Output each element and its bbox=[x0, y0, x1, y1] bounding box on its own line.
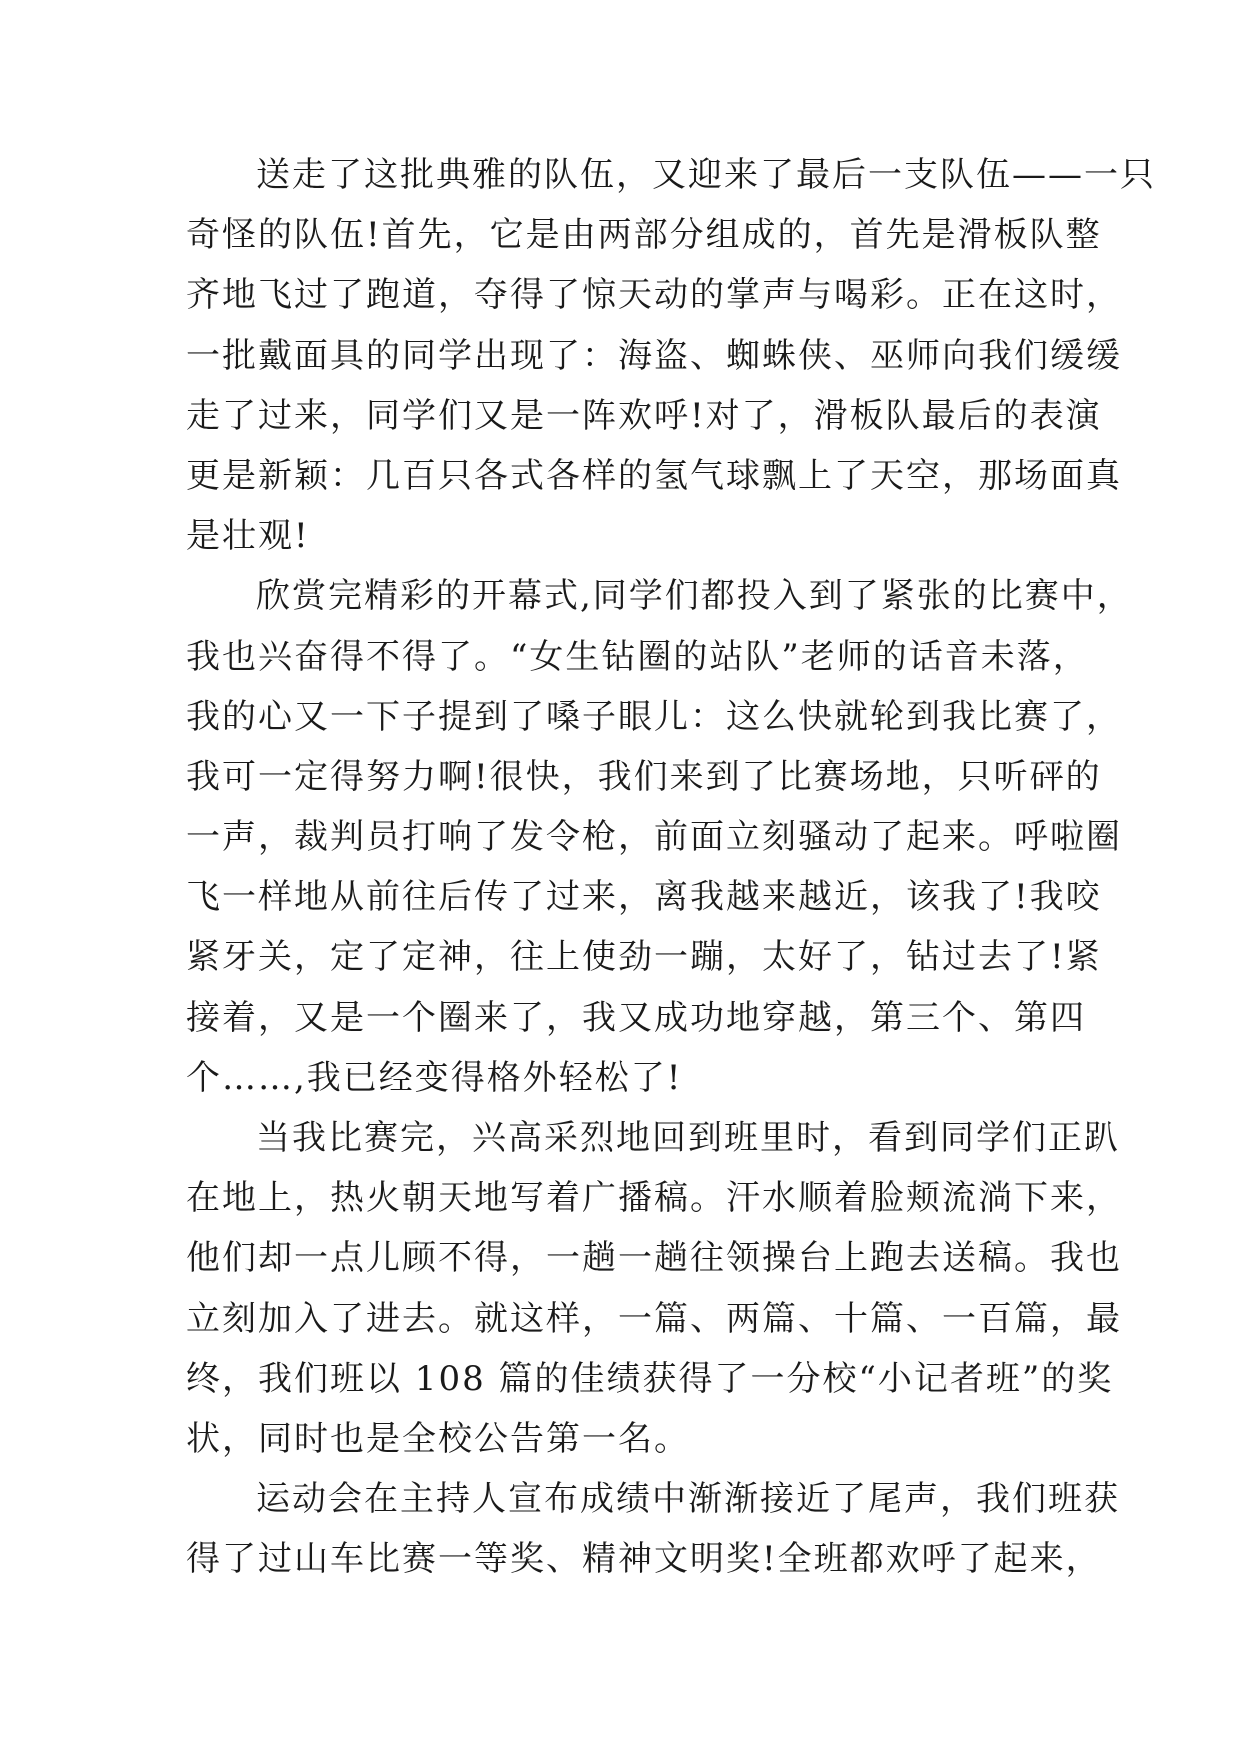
paragraph-line: 在地上，热火朝天地写着广播稿。汗水顺着脸颊流淌下来， bbox=[186, 1178, 1122, 1219]
paragraph-line: 更是新颖：几百只各式各样的氢气球飘上了天空，那场面真 bbox=[186, 455, 1122, 496]
paragraph-1 bbox=[186, 145, 1156, 566]
paragraph-line: 立刻加入了进去。就这样，一篇、两篇、十篇、一百篇，最 bbox=[186, 1298, 1122, 1339]
paragraph-line: 走了过来，同学们又是一阵欢呼!对了，滑板队最后的表演 bbox=[186, 395, 1102, 436]
paragraph-3 bbox=[186, 1108, 1122, 1469]
paragraph-line: 我也兴奋得不得了。“女生钻圈的站队”老师的话音未落， bbox=[186, 636, 1089, 677]
paragraph-line: 送走了这批典雅的队伍，又迎来了最后一支队伍——一只 bbox=[256, 155, 1156, 195]
paragraph-line: 一声，裁判员打响了发令枪，前面立刻骚动了起来。呼啦圈 bbox=[186, 817, 1122, 858]
paragraph-line: 得了过山车比赛一等奖、精神文明奖!全班都欢呼了起来， bbox=[186, 1539, 1102, 1580]
paragraph-line: 是壮观! bbox=[186, 516, 310, 557]
paragraph-line: 个……,我已经变得格外轻松了! bbox=[186, 1057, 683, 1098]
paragraph-line: 我可一定得努力啊!很快，我们来到了比赛场地，只听砰的 bbox=[186, 756, 1102, 797]
paragraph-line: 状，同时也是全校公告第一名。 bbox=[186, 1418, 690, 1459]
paragraph-line: 我的心又一下子提到了嗓子眼儿：这么快就轮到我比赛了， bbox=[186, 696, 1122, 737]
document-body bbox=[186, 145, 1156, 1590]
paragraph-line: 终，我们班以 108 篇的佳绩获得了一分校“小记者班”的奖 bbox=[186, 1358, 1114, 1399]
paragraph-line: 齐地飞过了跑道，夺得了惊天动的掌声与喝彩。正在这时， bbox=[186, 275, 1122, 316]
paragraph-line: 奇怪的队伍!首先，它是由两部分组成的，首先是滑板队整 bbox=[186, 215, 1102, 256]
paragraph-line: 紧牙关，定了定神，往上使劲一蹦，太好了，钻过去了!紧 bbox=[186, 937, 1102, 978]
paragraph-4 bbox=[186, 1469, 1120, 1589]
paragraph-line: 飞一样地从前往后传了过来，离我越来越近，该我了!我咬 bbox=[186, 877, 1102, 918]
paragraph-line: 欣赏完精彩的开幕式,同学们都投入到了紧张的比赛中， bbox=[256, 576, 1133, 617]
paragraph-line: 一批戴面具的同学出现了：海盗、蜘蛛侠、巫师向我们缓缓 bbox=[186, 335, 1122, 376]
paragraph-line: 运动会在主持人宣布成绩中渐渐接近了尾声，我们班获 bbox=[256, 1479, 1120, 1520]
paragraph-line: 他们却一点儿顾不得，一趟一趟往领操台上跑去送稿。我也 bbox=[186, 1238, 1122, 1279]
paragraph-line: 当我比赛完，兴高采烈地回到班里时，看到同学们正趴 bbox=[256, 1118, 1120, 1158]
paragraph-2 bbox=[186, 566, 1133, 1108]
paragraph-line: 接着，又是一个圈来了，我又成功地穿越，第三个、第四 bbox=[186, 997, 1086, 1038]
